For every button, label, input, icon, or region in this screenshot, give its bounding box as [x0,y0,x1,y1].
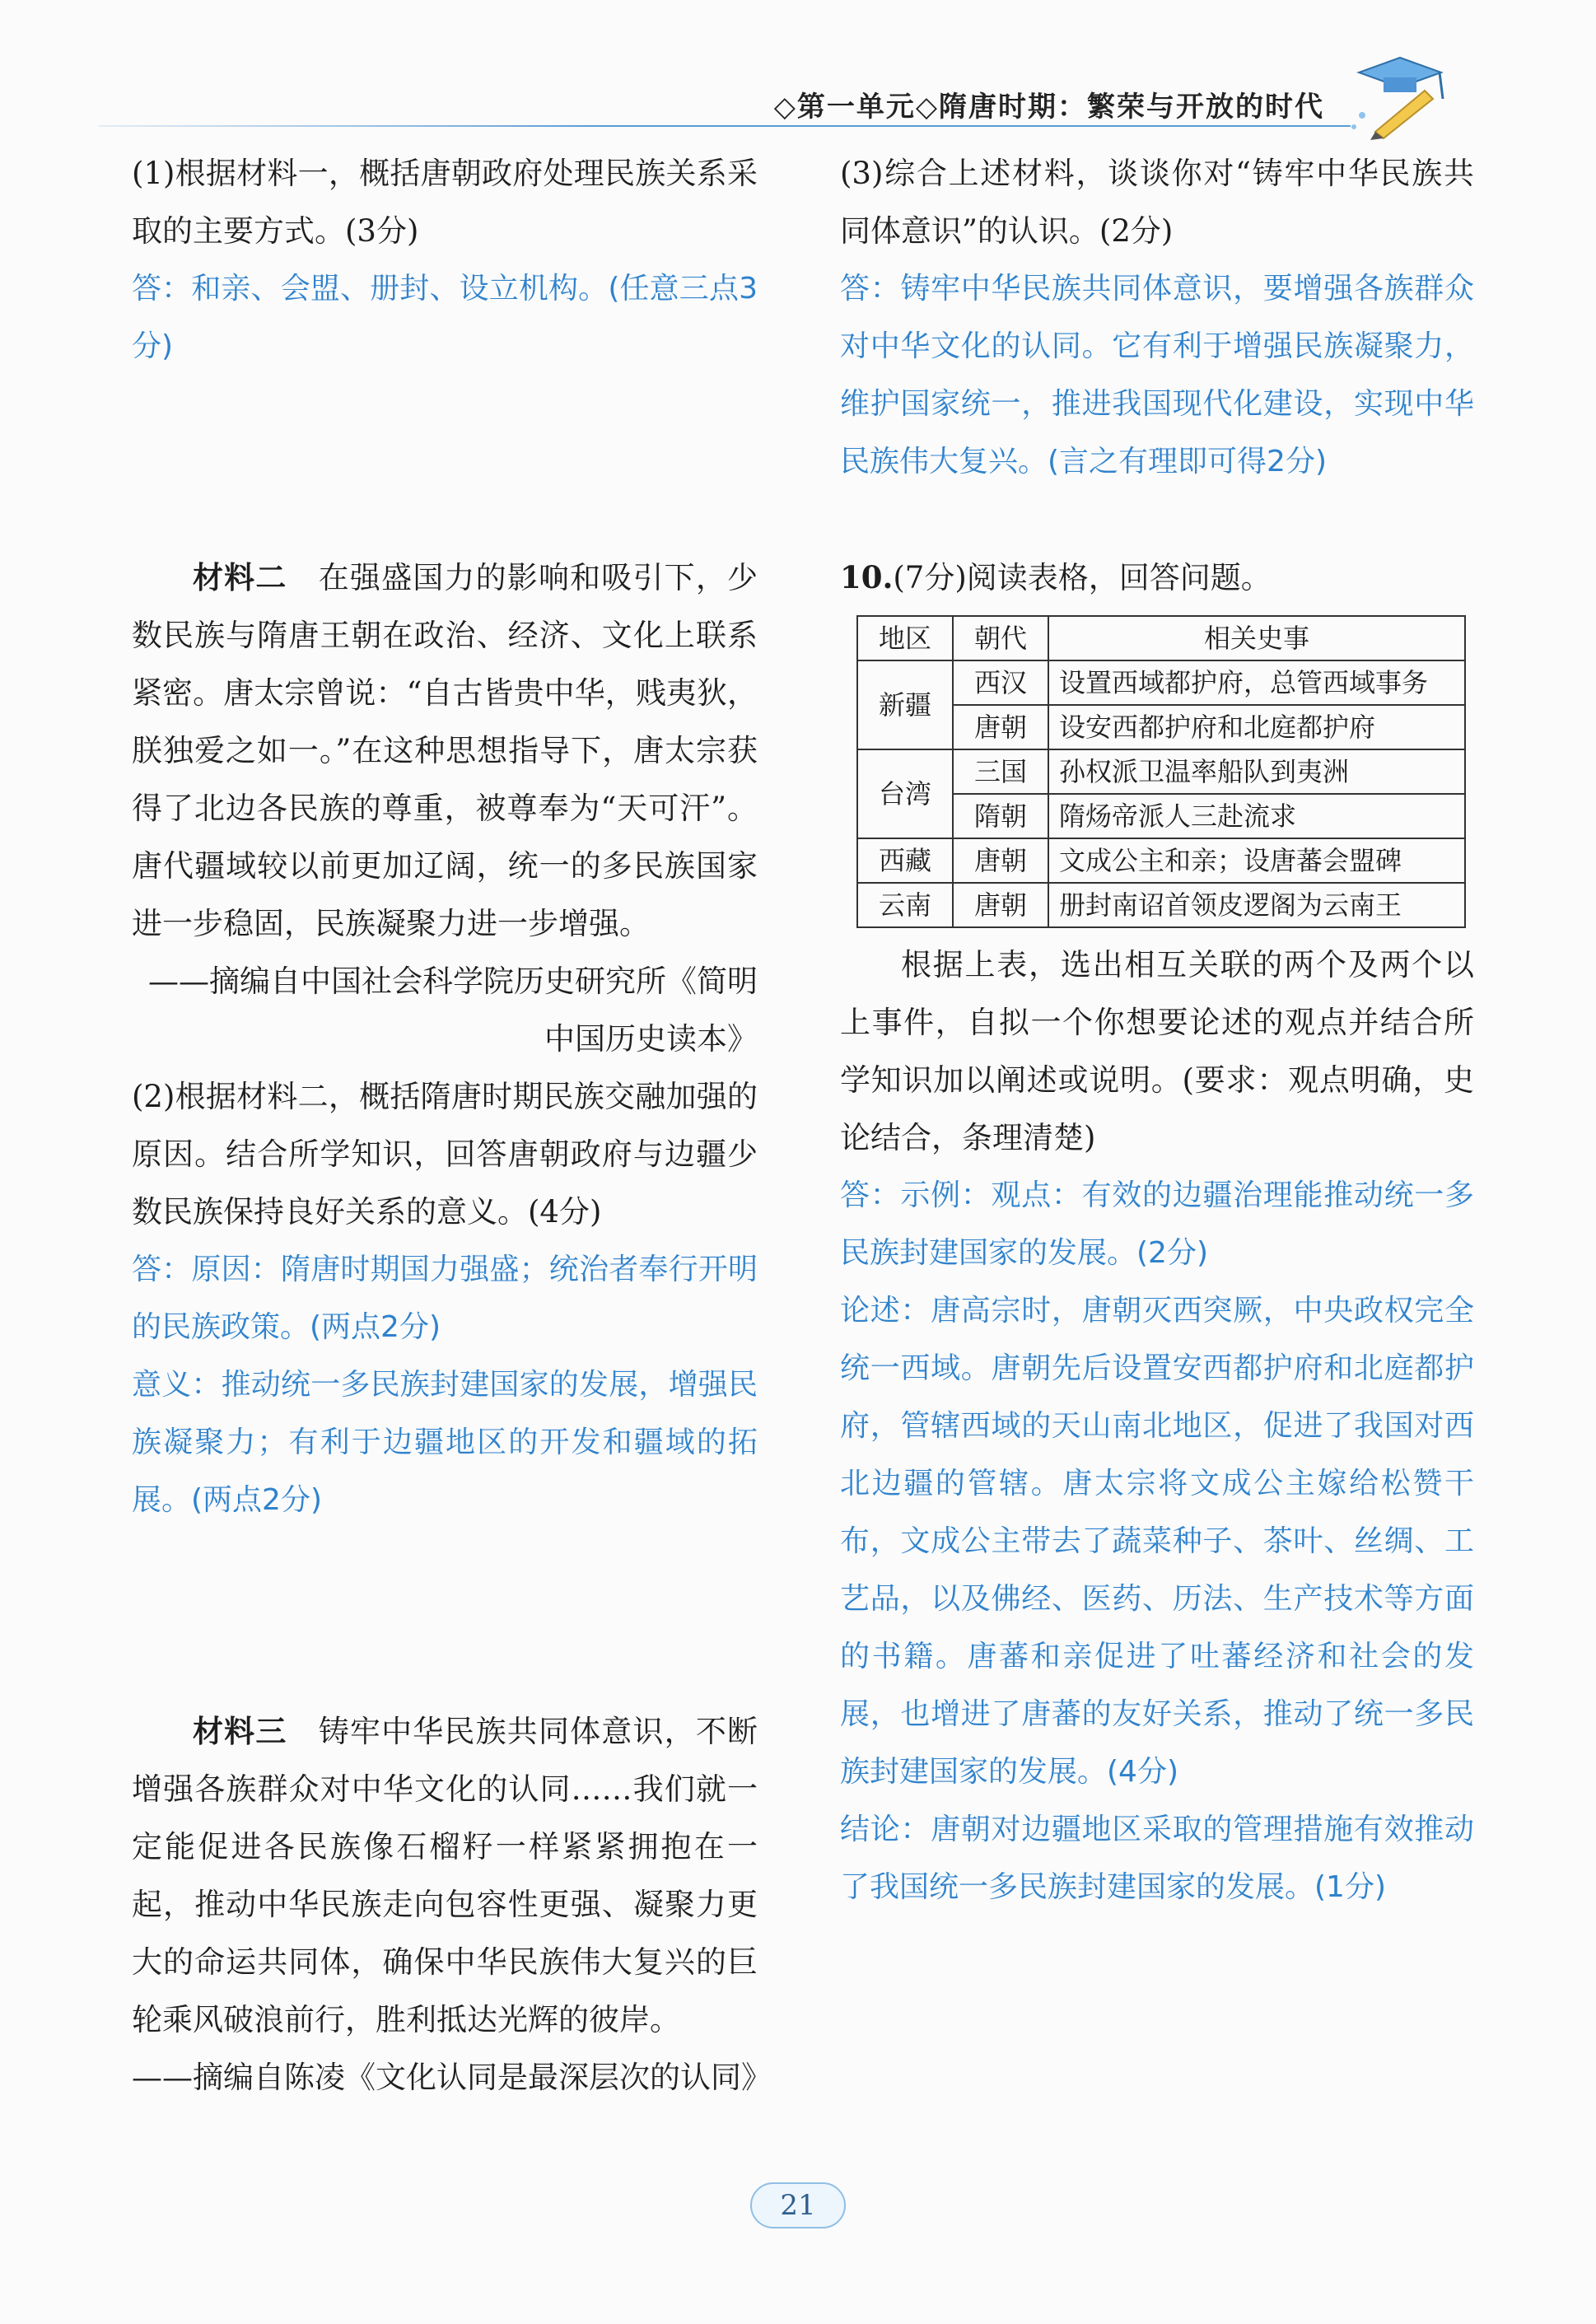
table-cell-event: 册封南诏首领皮逻阁为云南王 [1048,883,1465,927]
question-3: (3)综合上述材料，谈谈你对“铸牢中华民族共同体意识”的认识。(2分) [840,156,1474,249]
question-10-text: (7分)阅读表格，回答问题。 [893,560,1272,595]
table-cell-dynasty: 三国 [953,749,1048,794]
question-10 [840,548,1474,607]
material-3-source: ——摘编自陈凌《文化认同是最深层次的认同》 [132,2060,772,2095]
table-row [857,883,1465,927]
table-cell-region: 新疆 [857,660,953,749]
material-3-text: 铸牢中华民族共同体意识，不断增强各族群众对中华文化的认同……我们就一定能促进各民族像石榴籽一样紧紧拥抱在一起，推动中华民族走向包容性更强、凝聚力更大的命运共同体，确保中华民族伟大复兴的巨轮乘风破浪前行，胜利抵达光辉的彼岸。 [132,1714,758,2037]
table-cell-dynasty: 隋朝 [953,794,1048,838]
answer-2-meaning: 意义：推动统一多民族封建国家的发展，增强民族凝聚力；有利于边疆地区的开发和疆域的拓展。(两点2分) [132,1368,758,1517]
left-column [132,145,772,2107]
answer-10-argument: 论述：唐高宗时，唐朝灭西突厥，中央政权完全统一西域。唐朝先后设置安西都护府和北庭都护府，管辖西域的天山南北地区，促进了我国对西北边疆的管辖。唐太宗将文成公主嫁给松赞干布，文成公主带去了蔬菜种子、茶叶、丝绸、工艺品，以及佛经、医药、历法、生产技术等方面的书籍。唐蕃和亲促进了吐蕃经济和社会的发展，也增进了唐蕃的友好关系，推动了统一多民族封建国家的发展。(4分) [840,1294,1474,1789]
table-cell-dynasty: 唐朝 [953,705,1048,749]
table-row [857,660,1465,705]
table-row [857,838,1465,883]
answer-2-reason: 答：原因：隋唐时期国力强盛；统治者奉行开明的民族政策。(两点2分) [132,1253,758,1344]
question-10-number: 10. [840,559,894,595]
material-2 [132,548,758,953]
material-3-label: 材料三 [193,1713,287,1749]
table-cell-event: 孙权派卫温率船队到夷洲 [1048,749,1465,794]
table-cell-event: 设置西域都护府，总管西域事务 [1048,660,1465,705]
table-row [857,749,1465,794]
table-header-region: 地区 [857,616,953,660]
header-title: ◇第一单元◇隋唐时期：繁荣与开放的时代 [773,91,1324,124]
table-cell-region: 云南 [857,883,953,927]
answer-10-conclusion: 结论：唐朝对边疆地区采取的管理措施有效推动了我国统一多民族封建国家的发展。(1分) [840,1813,1474,1904]
page-footer [0,2182,1596,2228]
table-cell-event: 设安西都护府和北庭都护府 [1048,705,1465,749]
answer-1: 答：和亲、会盟、册封、设立机构。(任意三点3分) [132,272,758,363]
history-table [856,615,1466,928]
page-number: 21 [750,2182,845,2228]
table-cell-region: 西藏 [857,838,953,883]
graduation-pencil-icon [1351,49,1458,143]
table-header-dynasty: 朝代 [953,616,1048,660]
material-2-source: ——摘编自中国社会科学院历史研究所《简明中国历史读本》 [148,964,758,1057]
header-divider [99,125,1351,127]
table-cell-region: 台湾 [857,749,953,838]
table-header-row [857,616,1465,660]
table-cell-dynasty: 唐朝 [953,883,1048,927]
table-cell-event: 文成公主和亲；设唐蕃会盟碑 [1048,838,1465,883]
material-3 [132,1702,758,2049]
answer-3: 答：铸牢中华民族共同体意识，要增强各族群众对中华文化的认同。它有利于增强民族凝聚力，维护国家统一，推进我国现代化建设，实现中华民族伟大复兴。(言之有理即可得2分) [840,272,1474,478]
material-2-text: 在强盛国力的影响和吸引下，少数民族与隋唐王朝在政治、经济、文化上联系紧密。唐太宗曾说：“自古皆贵中华，贱夷狄，朕独爱之如一。”在这种思想指导下，唐太宗获得了北边各民族的尊重，被尊奉为“天可汗”。唐代疆域较以前更加辽阔，统一的多民族国家进一步稳固，民族凝聚力进一步增强。 [132,560,758,941]
table-cell-dynasty: 唐朝 [953,838,1048,883]
answer-10-view: 答：示例：观点：有效的边疆治理能推动统一多民族封建国家的发展。(2分) [840,1178,1474,1270]
table-cell-event: 隋炀帝派人三赴流求 [1048,794,1465,838]
question-1: (1)根据材料一，概括唐朝政府处理民族关系采取的主要方式。(3分) [132,156,758,249]
material-2-label: 材料二 [193,559,287,595]
table-cell-dynasty: 西汉 [953,660,1048,705]
question-2: (2)根据材料二，概括隋唐时期民族交融加强的原因。结合所学知识，回答唐朝政府与边疆少数民族保持良好关系的意义。(4分) [132,1079,758,1230]
right-column [840,145,1474,1916]
table-header-event: 相关史事 [1048,616,1465,660]
question-10-instruction: 根据上表，选出相互关联的两个及两个以上事件，自拟一个你想要论述的观点并结合所学知识加以阐述或说明。(要求：观点明确，史论结合，条理清楚) [840,947,1474,1155]
